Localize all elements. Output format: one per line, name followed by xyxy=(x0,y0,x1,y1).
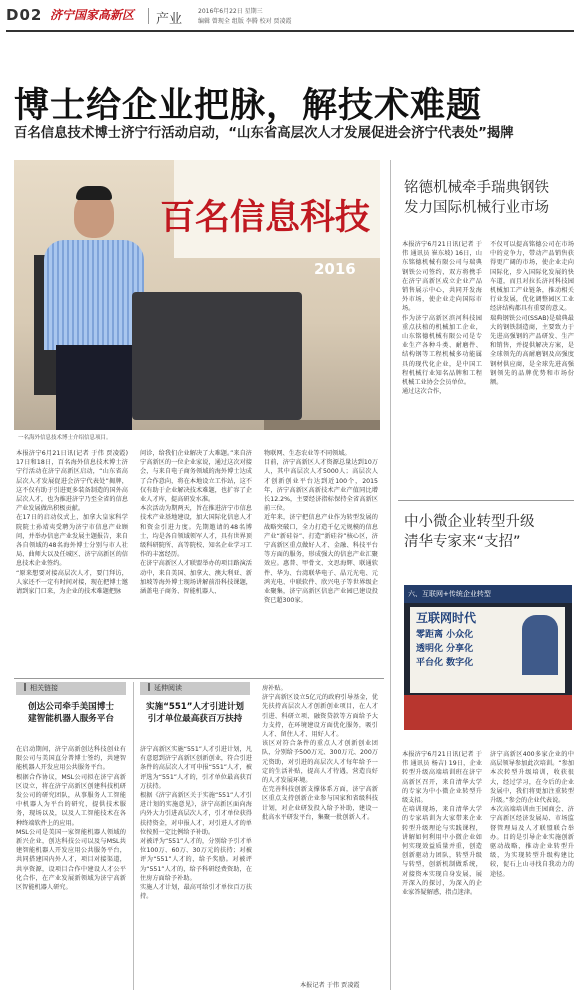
slide-row-2: 透明化 分享化 xyxy=(416,644,474,654)
slide-heading: 互联网时代 xyxy=(416,611,477,625)
speaker-hair xyxy=(76,186,112,200)
slide-row-3: 平台化 数字化 xyxy=(416,658,474,668)
event-photo xyxy=(14,160,380,430)
stage-red-banner xyxy=(404,695,572,730)
sidebar-divider xyxy=(398,500,574,501)
photo-caption: 一名海外信息技术博士介绍信息项目。 xyxy=(18,435,112,441)
byline: 本报记者 于伟 贾凌霞 xyxy=(300,982,360,989)
lectern xyxy=(132,292,302,420)
column-divider xyxy=(133,682,134,990)
header-divider xyxy=(148,8,149,24)
tag-extended-reading: 延伸阅读 xyxy=(140,682,250,695)
sidebar2-col2: 济宁高新区400多家企业的中高层领导参加此次培训。“参加本次转型升级培训，收获很大，经过学习，在今后的企业发展中，我们将更加注重转型升级。”参会的企业代表说。 本次高端培训由王园商会、济宁高新区经济发展局、市场监督管理局及人才联盟联合举办。目的是引导企业实施创新驱动战略，推动企业转型升级，为实现转型升级构建比较，促石上山寻找自我动力的途径。 xyxy=(490,751,574,878)
headline: 博士给企业把脉，解技术难题 xyxy=(14,86,483,126)
sidebar2-title: 中小微企业转型升级 清华专家来“支招” xyxy=(404,514,535,550)
speaker-shirt xyxy=(44,240,144,350)
slide-row-1: 零距离 小众化 xyxy=(416,630,474,640)
stage-floor xyxy=(264,420,380,430)
staff-credits: 编辑 曾现全 组版 李腾 校对 贾凌霞 xyxy=(198,18,292,25)
bottom2-body: 济宁高新区实施“551”人才引进计划，凡有意愿到济宁高新区创新创业，符合引进条件的高层次人才可申报“551”人才，被评选为“551”人才的，引才单位最高获百万扶持。 根据《济宁高新区关于实施“551”人才引进计划的实施意见》，济宁高新区面向海内外大力引进高层次人才，引才单位获得扶持资金，对申报人才，对引进人才的单位按照一定比例给予补助。 对被评为“551”人才的，分别给予引才单位100万、60万、30万元的扶持；对被评为“551”人才的，给予奖励。对被评为“551”人才的，给予科研经费资助，在住房方面给予补助。 实施人才计划，最高可给引才单位百万扶持。 xyxy=(140,746,252,901)
column-divider xyxy=(390,160,391,990)
sidebar2-col1: 本报济宁6月21日讯(记者 于伟 通讯员 杨吉) 19日，企业转型升级高端培训班在济宁高新区召开，来自清华大学的专家为中小微企业转型升级支招。 在培训现场，来自清华大学的专家培训为大家带来企业转型升级理论与实践课程，讲解如何利用中小微企业如何实现效益质量并重，创造创新驱动力团队，转型升级与转型，创新机制做系统，对接资本实现自身发展，展开深入的探讨，为深入的企业家答疑解惑，指点迷津。 xyxy=(402,751,482,897)
speaker-pants xyxy=(56,345,132,430)
tag-related-link: 相关链接 xyxy=(16,682,126,695)
subheadline: 百名信息技术博士济宁行活动启动，“山东省高层次人才发展促进会济宁代表处”揭牌 xyxy=(14,126,514,141)
page-number: D02 xyxy=(6,6,43,24)
main-article-col2: 问诊，给我们企业解决了大难题。”来自济宁高新区的一位企业家说，通过这次对接会，与来自电子商务领域的海外博士达成了合作意向，将在本地设立工作站，这不仅有助于企业解决技术难题，也扩容了企业人才库，提高研发水准。 本次活动为期两天，旨在推进济宁市信息技术产业基地建设，加大国际化信息人才和资金引进力度。先期邀请的48名博士，均是各自领域领军人才，具有世界顶级科研院所、高等院校、知名企业学习工作的丰富经历。 在济宁高新区人才联盟举办的项目路演活动中，来自美国、加拿大、澳大利亚、新加坡等海外博士现场讲解前沿科技课题，涵盖电子商务、智能机器人、 xyxy=(140,450,252,596)
header-rule xyxy=(6,30,574,32)
sidebar1-col1: 本报济宁6月21日讯(记者 于伟 通讯员 崔东坡) 16日，山东铭德机械有限公司与瑞典钢铁公司签约，双方将携手在济宁高新区成立企业产品销售展示中心，共同开发海外市场，使企业走向国际市场。 作为济宁高新区滨河科技园重点扶植的机械加工企业，山东铭德机械有限公司是专业生产各种斗类、耐磨件、结构钢等工程机械多功能属具的现代化企业，是中国工程机械行业知名品牌和工程机械工业协会会员单位。 通过这次合作， xyxy=(402,241,482,396)
banner-year: 2016 xyxy=(314,260,356,278)
main-article-col1: 本报济宁6月21日讯(记者 于伟 贾凌霞) 17日和18日，百名海外信息技术博士济宁行活动在济宁高新区启动，“山东省高层次人才发展促进会济宁代表处”揭牌，这不仅有助于引进更多装备制造的国外高层次人才，也为推进济宁乃至全省的信息产业发展做出积极贡献。 在17日的启动仪式上，加拿大皇家科学院院士孙靖夷受聘为济宁市信息产业顾问，并举办信息产业发展主题报告，来自各自领域的48名海外博士分别与市人社局、曲师大以及任城区、济宁高新区的信息技术企业签约。 “原来想要对接高层次人才，要门拜访，人家还不一定有时间对接，现在把博士邀请到家门口来，为企业的技术难题把脉 xyxy=(16,450,128,596)
training-photo xyxy=(404,585,572,730)
sidebar1-col2: 不仅可以提高铭德公司在市场中的竞争力，带动产品销售获得更广阔的市场，使企业走向国际化，步入国际化发展的快车道，而且对拉长济河科技园机械加工产业链条，推动相关行业发展，优化调整园区工业经济结构都具有重要的意义。 瑞典钢铁公司(SSAB)是瑞典最大的钢铁制造商，主要致力于先进高强钢的产品研发、生产和销售，并提供解决方案，是全球领先的高耐磨钢及高强度钢材供应商，是全球先进高强钢领先的品牌优势和市场份额。 xyxy=(490,241,574,387)
sidebar1-title: 铭德机械牵手瑞典钢铁 发力国际机械行业市场 xyxy=(404,180,549,216)
bottom-divider xyxy=(14,678,384,679)
presenter-figure xyxy=(522,615,558,675)
newspaper-brand: 济宁国家高新区 xyxy=(50,8,135,22)
main-article-col3: 物联网、生态农业等不同领域。 目前，济宁高新区人才资源总量达到10万人，其中高层次人才5000人；高层次人才创新创业平台达到近100个，2015年，济宁高新区高新技术产业产值同比增长12.2%，主要经济指标保持全省高新区前三位。 近年来，济宁把信息产业作为转型发展的战略突破口，全力打造千亿元规模的信息产业“新硅谷”、打造“新硅谷”核心区，济宁高新区重点做好人才、金融、科技平台等方面的服务，形成强大的信息产业汇聚效应。惠普、甲骨文、文思海辉、联通软件、华为、台湾联华电子、晶元光电、元鸿光电、中联软件、欣兴电子等世界级企业聚集，济宁高新区信息产业园已建设投资已超300家。 xyxy=(264,450,378,605)
section-name: 产业 xyxy=(156,12,183,27)
bottom2-col3: 房补贴。 济宁高新区设立5亿元的政府引导基金，优先扶持高层次人才创新创业项目，在人才引进、科研立项、融资贷款等方面给予大力支持，在环境建设方面优化服务，吸引人才、留住人才、用好人才。 该区对符合条件的重点人才创新创业团队，分别给予500万元、300万元、200万元资助，对引进的高层次人才每年给予一定的生活补贴，提高人才待遇，营造良好的人才发展环境。 在完善科技创新支撑体系方面，济宁高新区重点支持创新企业参与国家和省级科技计划，对企业研发投入给予补助，建设一批高水平研发平台，集聚一批创新人才。 xyxy=(262,685,378,821)
banner-text: 百名信息科技 xyxy=(160,198,371,238)
slide-title: 六、互联网+传统企业转型 xyxy=(408,590,491,598)
issue-date: 2016年6月22日 星期三 xyxy=(198,8,263,15)
bottom2-title: 实施“551”人才引进计划 引才单位最高获百万扶持 xyxy=(146,702,244,724)
bottom1-title: 创达公司牵手美国博士 建智能机器人服务平台 xyxy=(28,702,114,724)
bottom1-body: 在启动期间，济宁高新创达科技创业有限公司与美国直分普博士签约，共建智能机器人开发应用公共服务平台。 根据合作协议，MSL公司拟在济宁高新区设立，将在济宁高新区创建科技机研发公司的研究团队，从事服务人工智能中机器人为平台的研究，提供技术服务，现场以及，以及人工智能技术在各种终端软件上的应用。 MSL公司是美国一家智能机器人领域的新兴企业，创达科技公司以及与MSL共建智能机器人开发应用公共服务平台，共同搭建国内外人才，项目对接渠道，共享资源，设项目合作中建设人才公平化合作，在产业发展新领域为济宁高新区智能机器人研究。 xyxy=(16,746,126,892)
